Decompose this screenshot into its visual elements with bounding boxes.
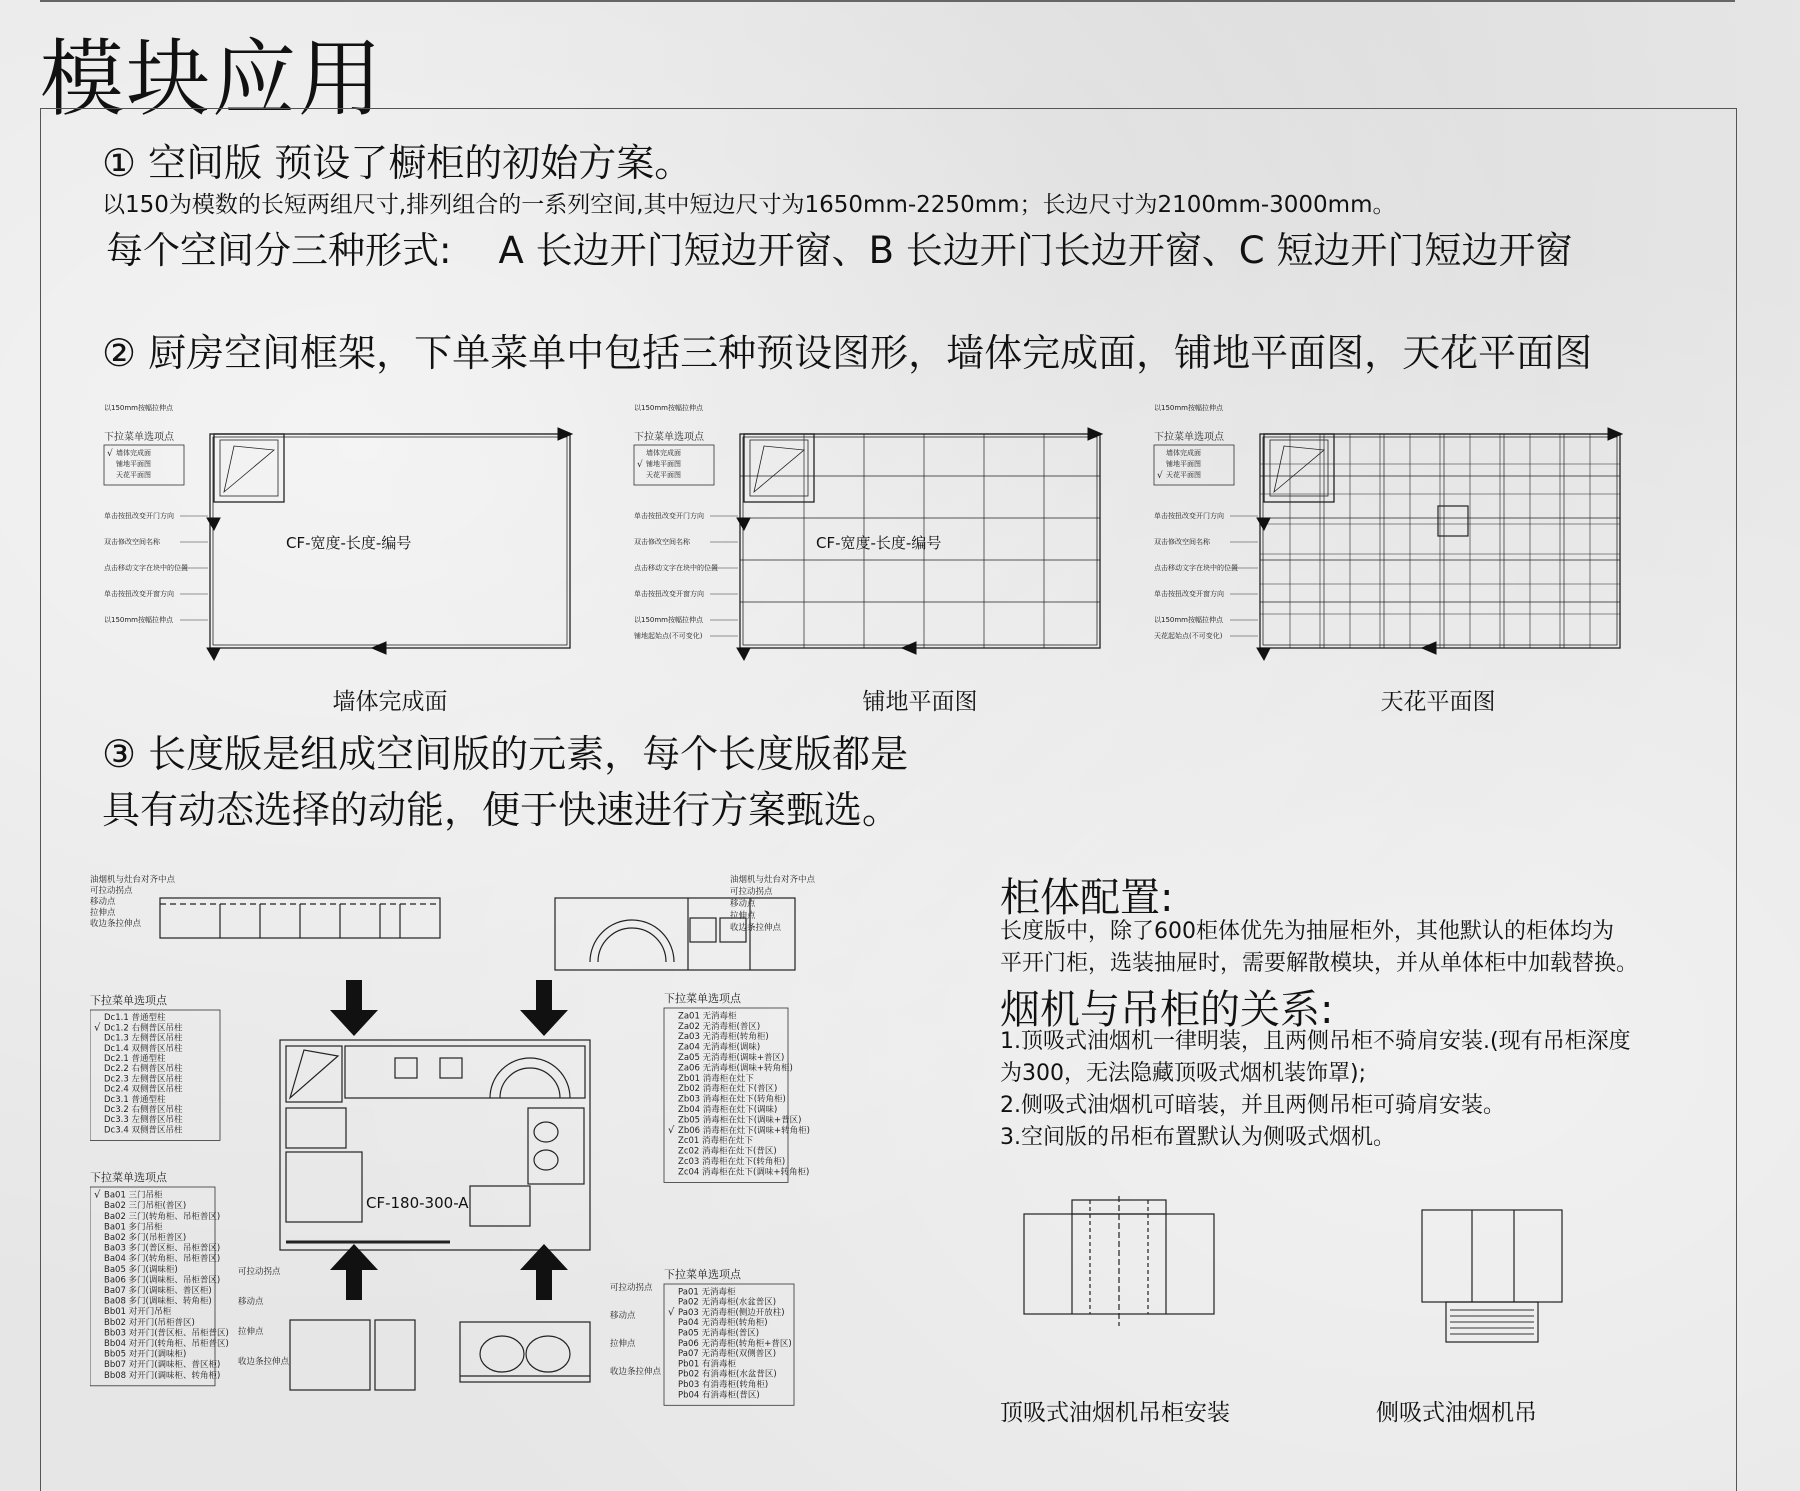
svg-text:双击修改空间名称: 双击修改空间名称: [634, 538, 690, 546]
svg-text:点击移动文字在块中的位置: 点击移动文字在块中的位置: [104, 564, 188, 572]
section1-heading: ① 空间版 预设了橱柜的初始方案。: [102, 141, 693, 185]
hood-body-line2: 为300，无法隐藏顶吸式烟机装饰罩);: [1000, 1061, 1366, 1086]
svg-text:点击移动文字在块中的位置: 点击移动文字在块中的位置: [634, 564, 718, 572]
svg-text:下拉菜单选项点: 下拉菜单选项点: [90, 994, 167, 1007]
svg-text:天花平面图: 天花平面图: [646, 471, 681, 479]
svg-text:收边条拉伸点: 收边条拉伸点: [238, 1357, 290, 1367]
svg-text:Ba05 多门(调味柜): Ba05 多门(调味柜): [104, 1264, 178, 1275]
svg-text:Dc3.4 双侧普区吊柱: Dc3.4 双侧普区吊柱: [104, 1125, 183, 1136]
svg-text:√: √: [637, 460, 643, 470]
svg-text:√: √: [94, 1022, 101, 1034]
svg-text:Dc1.2 右侧普区吊柱: Dc1.2 右侧普区吊柱: [104, 1023, 183, 1034]
top-right-strip: [555, 898, 795, 970]
svg-text:Zb01 消毒柜在灶下: Zb01 消毒柜在灶下: [678, 1073, 754, 1084]
svg-text:Ba01 多门吊柜: Ba01 多门吊柜: [104, 1222, 163, 1233]
svg-text:Zc02 消毒柜在灶下(普区): Zc02 消毒柜在灶下(普区): [678, 1146, 777, 1157]
page-title: 模块应用: [40, 30, 385, 128]
svg-text:油烟机与灶台对齐中点: 油烟机与灶台对齐中点: [90, 875, 176, 885]
svg-text:Dc2.1 普通型柱: Dc2.1 普通型柱: [104, 1054, 166, 1064]
svg-text:√: √: [668, 1124, 675, 1136]
svg-text:可拉动拐点: 可拉动拐点: [730, 887, 773, 897]
section2-heading: ② 厨房空间框架，下单菜单中包括三种预设图形，墙体完成面，铺地平面图，天花平面图: [102, 331, 1593, 375]
svg-text:Pb02 有消毒柜(水盆普区): Pb02 有消毒柜(水盆普区): [678, 1369, 777, 1380]
svg-text:Pb03 有消毒柜(转角柜): Pb03 有消毒柜(转角柜): [678, 1380, 769, 1390]
svg-text:可拉动拐点: 可拉动拐点: [610, 1283, 653, 1293]
plan-label: CF-180-300-A: [366, 1194, 469, 1212]
svg-text:Zb05 消毒柜在灶下(调味+普区): Zb05 消毒柜在灶下(调味+普区): [678, 1115, 802, 1126]
svg-text:移动点: 移动点: [238, 1297, 264, 1307]
svg-text:Bb02 对开门(吊柜普区): Bb02 对开门(吊柜普区): [104, 1317, 195, 1328]
svg-text:移动点: 移动点: [610, 1311, 636, 1321]
svg-text:Pa03 无消毒柜(侧边开放柱): Pa03 无消毒柜(侧边开放柱): [678, 1307, 785, 1318]
svg-text:√: √: [107, 449, 113, 459]
svg-text:√: √: [668, 1306, 675, 1318]
svg-text:Za06 无消毒柜(调味+转角柜): Za06 无消毒柜(调味+转角柜): [678, 1063, 793, 1074]
svg-text:墙体完成面: 墙体完成面: [1166, 449, 1201, 457]
side-hood-elevation: [1418, 1206, 1568, 1352]
diagram-caption-floor: 铺地平面图: [862, 689, 978, 715]
svg-text:单击按扭改变开门方向: 单击按扭改变开门方向: [104, 512, 174, 520]
svg-text:以150mm按幅拉伸点: 以150mm按幅拉伸点: [1154, 404, 1223, 412]
svg-text:双击修改空间名称: 双击修改空间名称: [104, 538, 160, 546]
svg-text:Bb05 对开门(调味柜): Bb05 对开门(调味柜): [104, 1349, 187, 1360]
svg-text:Dc2.3 左侧普区吊柱: Dc2.3 左侧普区吊柱: [104, 1074, 183, 1085]
arrow-down-right: [520, 980, 568, 1036]
svg-text:以150mm按幅拉伸点: 以150mm按幅拉伸点: [1154, 616, 1223, 624]
svg-text:Pa02 无消毒柜(水盆普区): Pa02 无消毒柜(水盆普区): [678, 1297, 777, 1308]
svg-text:Dc3.3 左侧普区吊柱: Dc3.3 左侧普区吊柱: [104, 1115, 183, 1126]
svg-text:Pa01 无消毒柜: Pa01 无消毒柜: [678, 1287, 736, 1298]
svg-text:Zc01 消毒柜在灶下: Zc01 消毒柜在灶下: [678, 1136, 754, 1147]
arrow-down-left: [330, 980, 378, 1036]
bottom-right-block: [460, 1322, 590, 1382]
svg-text:Dc1.3 左侧普区吊柱: Dc1.3 左侧普区吊柱: [104, 1033, 183, 1044]
length-module-drawing: [90, 870, 940, 1430]
hood-body: [1000, 1026, 1631, 1154]
section3-heading-line1: ③ 长度版是组成空间版的元素，每个长度版都是: [102, 732, 909, 776]
svg-text:Ba02 三门(转角柜、吊柜普区): Ba02 三门(转角柜、吊柜普区): [104, 1211, 221, 1222]
svg-text:Dc2.4 双侧普区吊柱: Dc2.4 双侧普区吊柱: [104, 1084, 183, 1095]
caption-top-hood: 顶吸式油烟机吊柜安装: [1000, 1400, 1230, 1426]
hood-body-line1: 1.顶吸式油烟机一律明装，且两侧吊柜不骑肩安装.(现有吊柜深度: [1000, 1029, 1631, 1054]
svg-text:Dc3.2 右侧普区吊柱: Dc3.2 右侧普区吊柱: [104, 1105, 183, 1115]
diagram-1: [630, 398, 1130, 678]
svg-text:Pa07 无消毒柜(双侧普区): Pa07 无消毒柜(双侧普区): [678, 1349, 777, 1360]
svg-text:单击按扭改变开窗方向: 单击按扭改变开窗方向: [104, 590, 174, 598]
top-left-strip: [160, 898, 440, 938]
svg-text:Pb04 有消毒柜(普区): Pb04 有消毒柜(普区): [678, 1390, 760, 1401]
svg-text:单击按扭改变开门方向: 单击按扭改变开门方向: [634, 512, 704, 520]
cabinet-body: [1000, 916, 1638, 980]
diagram-2: [1150, 398, 1650, 678]
svg-text:墙体完成面: 墙体完成面: [646, 449, 681, 457]
svg-text:√: √: [1157, 471, 1163, 481]
diagram-caption-wall: 墙体完成面: [332, 689, 448, 715]
svg-text:移动点: 移动点: [730, 899, 756, 909]
hood-body-line4: 3.空间版的吊柜布置默认为侧吸式烟机。: [1000, 1125, 1395, 1150]
svg-text:墙体完成面: 墙体完成面: [116, 449, 151, 457]
svg-text:Ba06 多门(调味柜、吊柜普区): Ba06 多门(调味柜、吊柜普区): [104, 1275, 221, 1286]
svg-text:Za02 无消毒柜(普区): Za02 无消毒柜(普区): [678, 1021, 761, 1032]
svg-text:拉伸点: 拉伸点: [90, 908, 116, 918]
arrow-up-left: [330, 1244, 378, 1300]
svg-text:天花平面图: 天花平面图: [1166, 471, 1201, 479]
section3-heading: [102, 726, 908, 838]
svg-text:Zb06 消毒柜在灶下(调味+转角柜): Zb06 消毒柜在灶下(调味+转角柜): [678, 1125, 810, 1136]
svg-text:Pa05 无消毒柜(普区): Pa05 无消毒柜(普区): [678, 1328, 760, 1339]
svg-text:下拉菜单选项点: 下拉菜单选项点: [664, 1268, 741, 1281]
svg-text:Ba02 多门(吊柜普区): Ba02 多门(吊柜普区): [104, 1233, 187, 1243]
svg-text:以150mm按幅拉伸点: 以150mm按幅拉伸点: [634, 404, 703, 412]
svg-text:Pa04 无消毒柜(转角柜): Pa04 无消毒柜(转角柜): [678, 1318, 768, 1329]
svg-text:以150mm按幅拉伸点: 以150mm按幅拉伸点: [104, 616, 173, 624]
svg-text:Bb04 对开门(转角柜、吊柜普区): Bb04 对开门(转角柜、吊柜普区): [104, 1339, 229, 1349]
svg-text:天花平面图: 天花平面图: [116, 471, 151, 479]
svg-text:Pa06 无消毒柜(转角柜+普区): Pa06 无消毒柜(转角柜+普区): [678, 1338, 792, 1349]
svg-text:Zc03 消毒柜在灶下(转角柜): Zc03 消毒柜在灶下(转角柜): [678, 1157, 786, 1167]
svg-text:Za05 无消毒柜(调味+普区): Za05 无消毒柜(调味+普区): [678, 1053, 785, 1063]
svg-text:拉伸点: 拉伸点: [238, 1327, 264, 1337]
svg-text:Pb01 有消毒柜: Pb01 有消毒柜: [678, 1359, 737, 1370]
svg-text:点击移动文字在块中的位置: 点击移动文字在块中的位置: [1154, 564, 1238, 572]
svg-text:铺地平面图: 铺地平面图: [1166, 460, 1201, 468]
svg-text:Za01 无消毒柜: Za01 无消毒柜: [678, 1011, 737, 1022]
hood-body-line3: 2.侧吸式油烟机可暗装，并且两侧吊柜可骑肩安装。: [1000, 1093, 1505, 1118]
svg-text:收边条拉伸点: 收边条拉伸点: [610, 1367, 662, 1377]
svg-text:Bb03 对开门(普区柜、吊柜普区): Bb03 对开门(普区柜、吊柜普区): [104, 1328, 229, 1339]
svg-text:CF-宽度-长度-编号: CF-宽度-长度-编号: [816, 534, 942, 552]
svg-text:Ba02 三门吊柜(普区): Ba02 三门吊柜(普区): [104, 1201, 187, 1212]
svg-text:Zc04 消毒柜在灶下(调味+转角柜): Zc04 消毒柜在灶下(调味+转角柜): [678, 1167, 810, 1178]
svg-text:可拉动拐点: 可拉动拐点: [90, 886, 133, 896]
diagram-0: [100, 398, 600, 678]
svg-text:以150mm按幅拉伸点: 以150mm按幅拉伸点: [634, 616, 703, 624]
svg-text:铺地平面图: 铺地平面图: [116, 460, 151, 468]
arrows: [330, 980, 568, 1300]
svg-text:拉伸点: 拉伸点: [610, 1339, 636, 1349]
svg-text:CF-宽度-长度-编号: CF-宽度-长度-编号: [286, 534, 412, 552]
svg-text:下拉菜单选项点: 下拉菜单选项点: [634, 432, 704, 443]
svg-text:Za04 无消毒柜(调味): Za04 无消毒柜(调味): [678, 1042, 761, 1053]
svg-text:Zb04 消毒柜在灶下(调味): Zb04 消毒柜在灶下(调味): [678, 1105, 778, 1115]
caption-side-hood: 侧吸式油烟机吊: [1376, 1400, 1537, 1426]
svg-text:Ba03 多门(普区柜、吊柜普区): Ba03 多门(普区柜、吊柜普区): [104, 1243, 221, 1254]
svg-text:√: √: [94, 1189, 101, 1201]
section3-heading-line2: 具有动态选择的动能，便于快速进行方案甄选。: [102, 788, 901, 832]
svg-text:Dc3.1 普通型柱: Dc3.1 普通型柱: [104, 1094, 166, 1105]
hood-heading: 烟机与吊柜的关系:: [1000, 987, 1334, 1033]
svg-text:可拉动拐点: 可拉动拐点: [238, 1267, 281, 1277]
cabinet-body-line2: 平开门柜，选装抽屉时，需要解散模块，并从单体柜中加载替换。: [1000, 951, 1639, 976]
section1-forms: 每个空间分三种形式: A 长边开门短边开窗、B 长边开门长边开窗、C 短边开门短边开窗: [106, 229, 1573, 272]
diagram-caption-ceiling: 天花平面图: [1380, 689, 1496, 715]
svg-text:Bb07 对开门(调味柜、普区柜): Bb07 对开门(调味柜、普区柜): [104, 1360, 221, 1371]
svg-text:下拉菜单选项点: 下拉菜单选项点: [90, 1171, 167, 1184]
svg-text:Ba07 多门(调味柜、普区柜): Ba07 多门(调味柜、普区柜): [104, 1286, 212, 1296]
svg-text:Ba01 三门吊柜: Ba01 三门吊柜: [104, 1190, 163, 1201]
svg-text:单击按扭改变开窗方向: 单击按扭改变开窗方向: [1154, 590, 1224, 598]
svg-text:Zb03 消毒柜在灶下(转角柜): Zb03 消毒柜在灶下(转角柜): [678, 1094, 786, 1105]
cabinet-heading: 柜体配置:: [1000, 875, 1174, 921]
svg-text:单击按扭改变开窗方向: 单击按扭改变开窗方向: [634, 590, 704, 598]
svg-text:Ba04 多门(转角柜、吊柜普区): Ba04 多门(转角柜、吊柜普区): [104, 1254, 221, 1265]
svg-text:下拉菜单选项点: 下拉菜单选项点: [1154, 432, 1224, 443]
svg-text:铺地起始点(不可变化): 铺地起始点(不可变化): [634, 632, 703, 640]
svg-text:Zb02 消毒柜在灶下(普区): Zb02 消毒柜在灶下(普区): [678, 1084, 778, 1095]
svg-text:Dc1.4 双侧普区吊柱: Dc1.4 双侧普区吊柱: [104, 1043, 183, 1054]
cabinet-body-line1: 长度版中，除了600柜体优先为抽屉柜外，其他默认的柜体均为: [1000, 919, 1614, 944]
top-hood-elevation: [1020, 1196, 1220, 1326]
section1-paragraph: 以150为模数的长短两组尺寸,排列组合的一系列空间,其中短边尺寸为1650mm-2250mm；长边尺寸为2100mm-3000mm。: [102, 192, 1396, 218]
svg-text:收边条拉伸点: 收边条拉伸点: [730, 923, 782, 933]
svg-text:双击修改空间名称: 双击修改空间名称: [1154, 538, 1210, 546]
svg-text:Dc2.2 右侧普区吊柱: Dc2.2 右侧普区吊柱: [104, 1064, 183, 1075]
top-rule: [40, 0, 1735, 2]
svg-text:Bb01 对开门吊柜: Bb01 对开门吊柜: [104, 1307, 172, 1318]
svg-text:单击按扭改变开门方向: 单击按扭改变开门方向: [1154, 512, 1224, 520]
svg-text:油烟机与灶台对齐中点: 油烟机与灶台对齐中点: [730, 875, 816, 885]
svg-text:下拉菜单选项点: 下拉菜单选项点: [104, 432, 174, 443]
svg-text:Bb08 对开门(调味柜、转角柜): Bb08 对开门(调味柜、转角柜): [104, 1370, 221, 1381]
svg-text:移动点: 移动点: [90, 897, 116, 907]
svg-text:天花起始点(不可变化): 天花起始点(不可变化): [1154, 632, 1223, 640]
arrow-up-right: [520, 1244, 568, 1300]
svg-text:下拉菜单选项点: 下拉菜单选项点: [664, 992, 741, 1005]
svg-text:Ba08 多门(调味柜、转角柜): Ba08 多门(调味柜、转角柜): [104, 1296, 212, 1307]
svg-text:Dc1.1 普通型柱: Dc1.1 普通型柱: [104, 1013, 166, 1024]
kitchen-plan: [280, 1040, 590, 1250]
svg-text:Za03 无消毒柜(转角柜): Za03 无消毒柜(转角柜): [678, 1032, 769, 1043]
svg-text:铺地平面图: 铺地平面图: [646, 460, 681, 468]
svg-text:拉伸点: 拉伸点: [730, 911, 756, 921]
svg-text:以150mm按幅拉伸点: 以150mm按幅拉伸点: [104, 404, 173, 412]
bottom-left-block: [290, 1320, 415, 1390]
svg-text:收边条拉伸点: 收边条拉伸点: [90, 919, 142, 929]
